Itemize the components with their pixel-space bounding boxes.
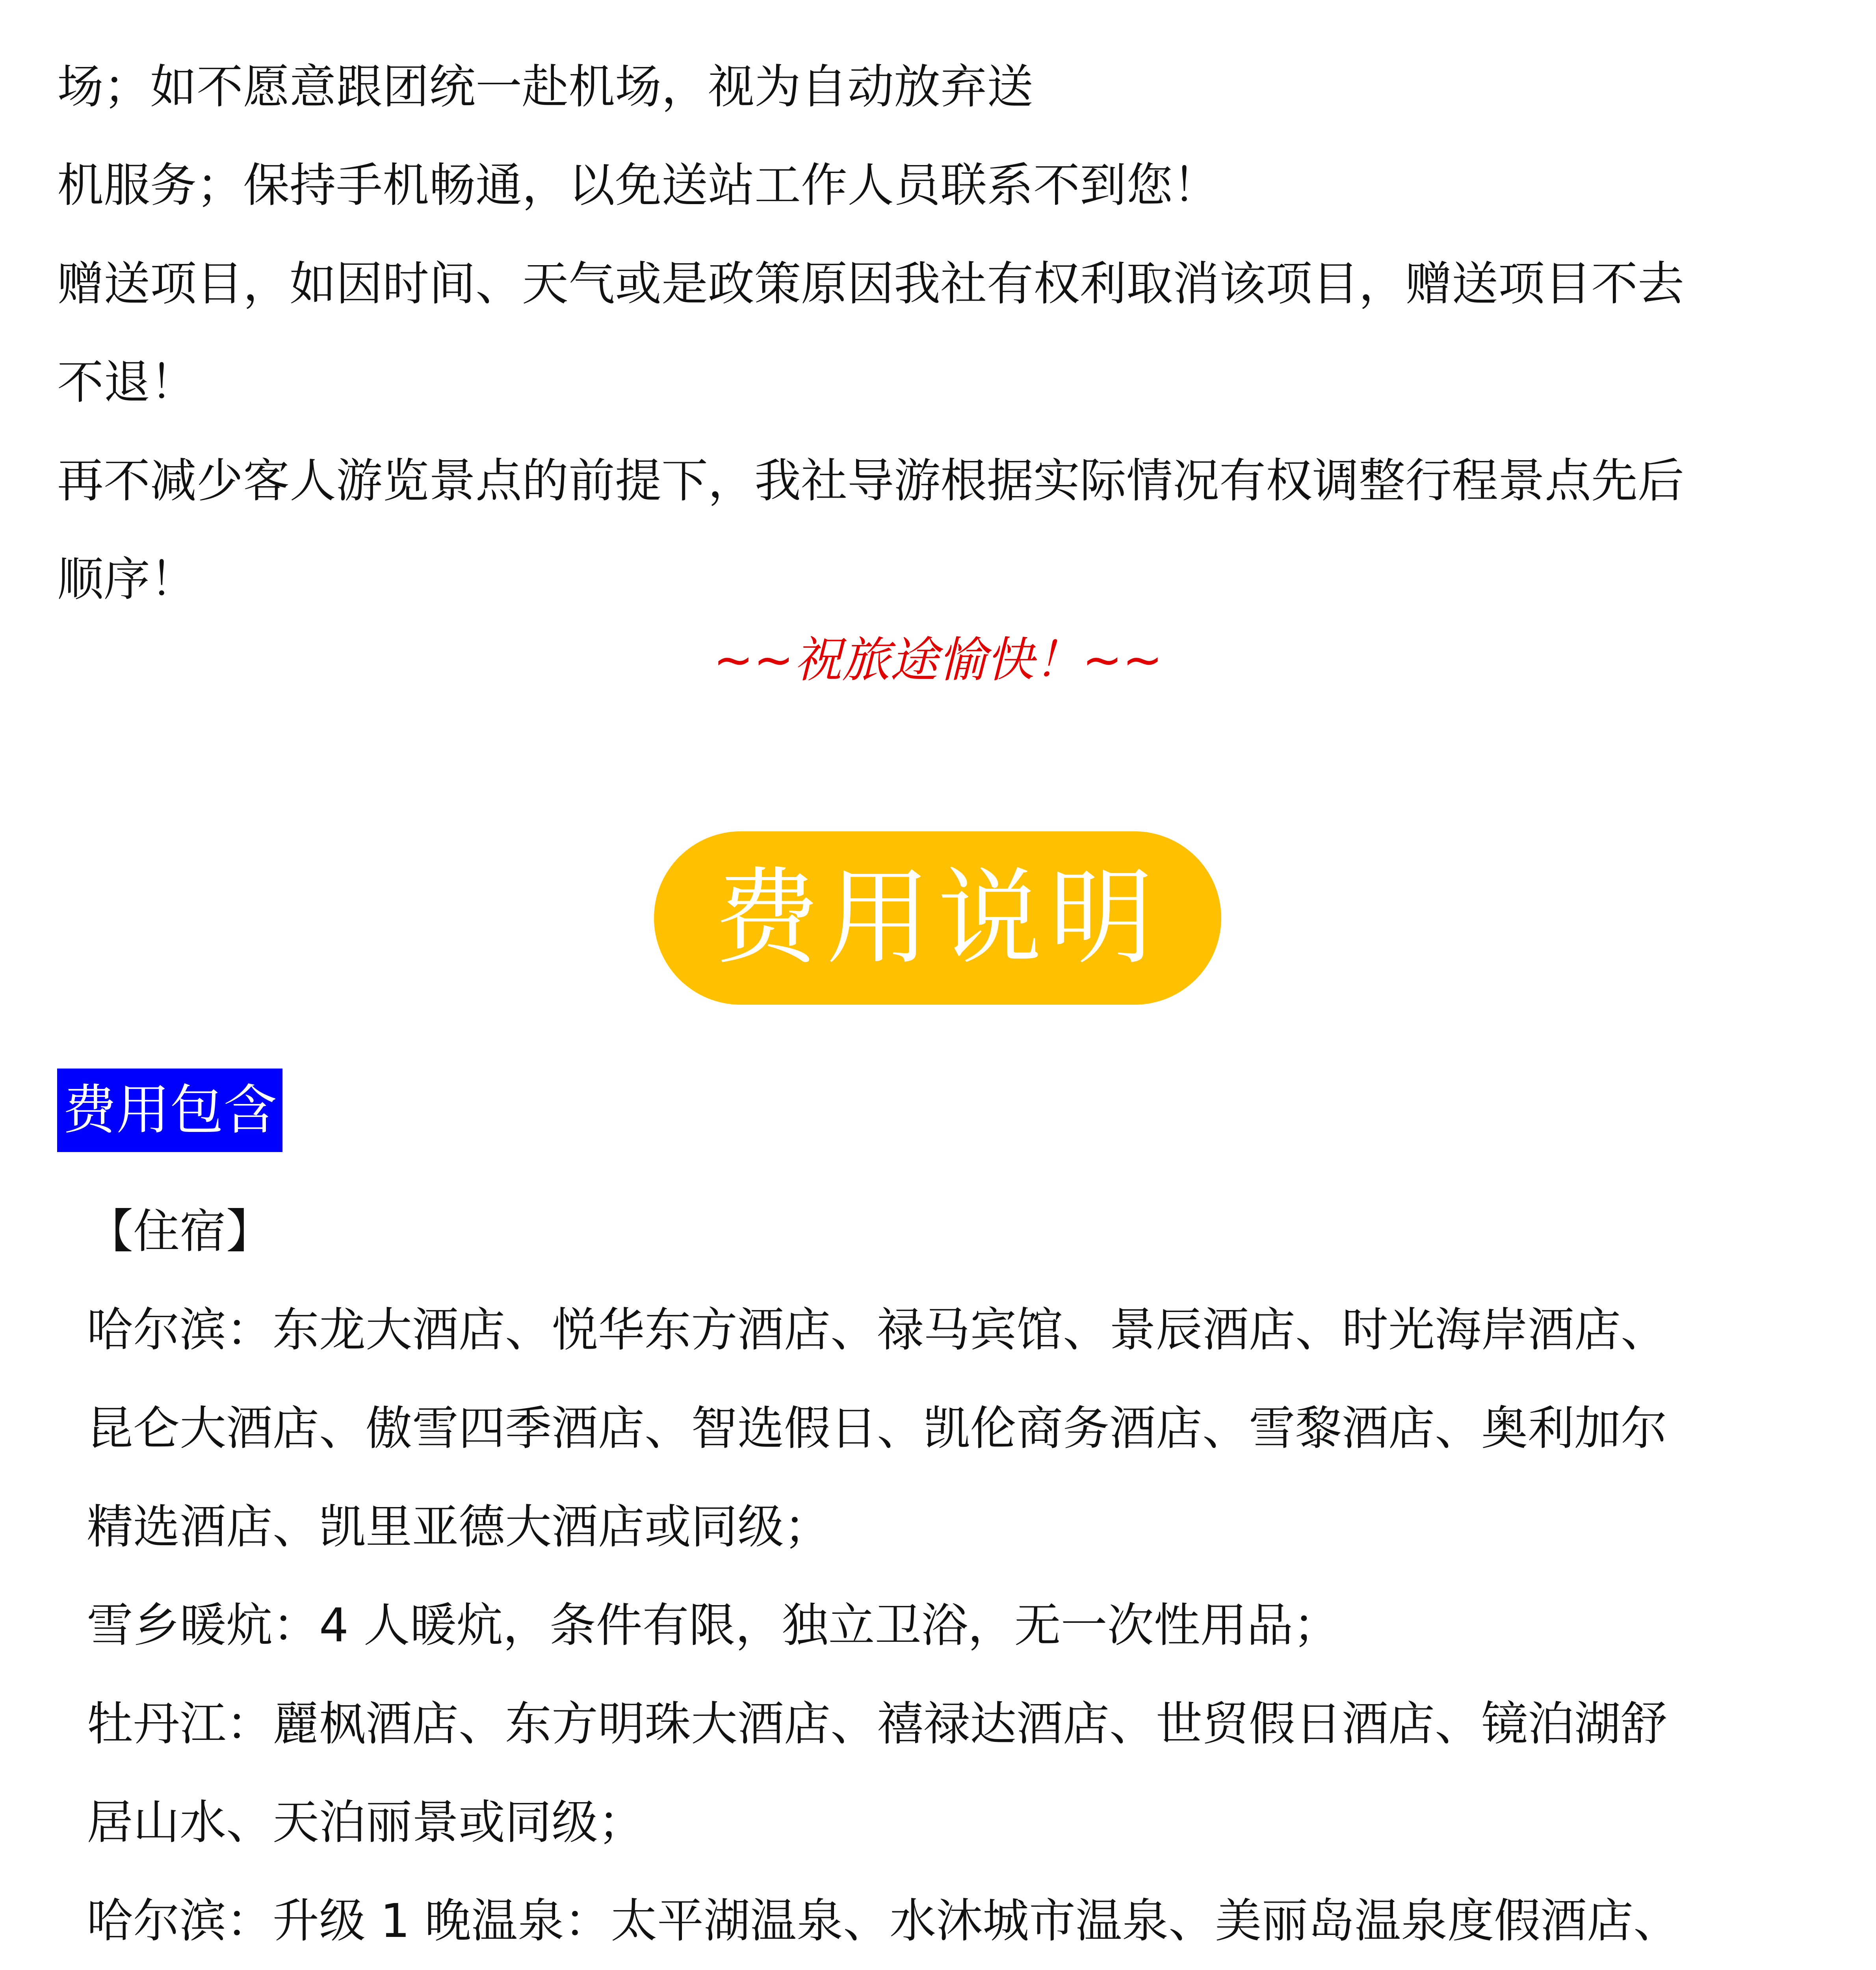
fees-line: 哈尔滨：升级 1 晚温泉：太平湖温泉、水沐城市温泉、美丽岛温泉度假酒店、 [87, 1894, 1680, 1948]
fees-line: 牡丹江：麗枫酒店、东方明珠大酒店、禧禄达酒店、世贸假日酒店、镜泊湖舒 [87, 1697, 1668, 1751]
fees-included-content [87, 1182, 1828, 1970]
notes-line: 不退！ [57, 355, 197, 409]
section-title-badge [654, 831, 1221, 1005]
bon-voyage-wish: ~~祝旅途愉快！~~ [713, 632, 1163, 688]
subsection-label: 费用包含 [63, 1079, 277, 1141]
notes-line: 赠送项目，如因时间、天气或是政策原因我社有权利取消该项目，赠送项目不去 [57, 256, 1685, 311]
fees-line: 雪乡暖炕：4 人暖炕，条件有限，独立卫浴，无一次性用品； [87, 1598, 1340, 1652]
notes-line: 再不减少客人游览景点的前提下，我社导游根据实际情况有权调整行程景点先后 [57, 453, 1685, 508]
notes-line: 机服务；保持手机畅通，以免送站工作人员联系不到您！ [57, 158, 1220, 212]
fees-line: 昆仑大酒店、傲雪四季酒店、智选假日、凯伦商务酒店、雪黎酒店、奥利加尔 [87, 1401, 1668, 1455]
subsection-label-box [57, 1069, 282, 1152]
accommodation-heading: 【住宿】 [87, 1204, 273, 1258]
fees-line: 居山水、天泊丽景或同级； [87, 1795, 645, 1849]
travel-notes [57, 37, 1818, 628]
notes-line: 顺序！ [57, 552, 197, 606]
fees-line: 精选酒店、凯里亚德大酒店或同级； [87, 1500, 831, 1554]
notes-line: 场；如不愿意跟团统一赴机场，视为自动放弃送 [57, 59, 1034, 114]
section-title: 费用说明 [715, 857, 1161, 979]
fees-line: 哈尔滨：东龙大酒店、悦华东方酒店、禄马宾馆、景辰酒店、时光海岸酒店、 [87, 1303, 1668, 1357]
